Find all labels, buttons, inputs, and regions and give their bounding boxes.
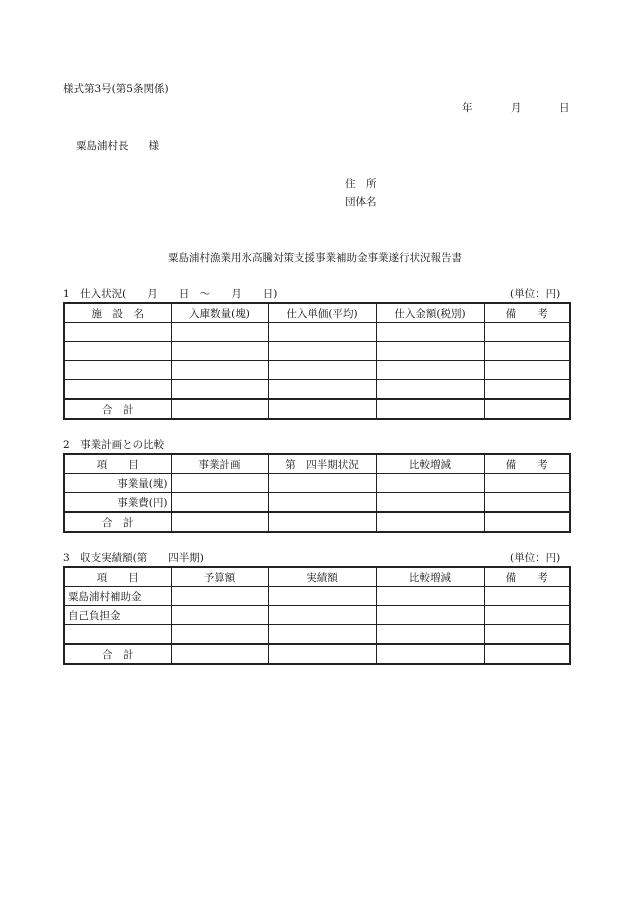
purchase-status-table (63, 302, 571, 420)
table-cell[interactable] (268, 474, 376, 493)
table-row (64, 474, 570, 493)
total-label: 合 計 (64, 644, 171, 664)
table-cell[interactable] (484, 342, 570, 361)
table-cell[interactable] (171, 644, 268, 664)
table-cell[interactable] (484, 323, 570, 342)
total-row (64, 644, 570, 664)
column-header: 備 考 (484, 303, 570, 323)
table-cell[interactable] (376, 399, 484, 419)
table-cell[interactable] (376, 474, 484, 493)
table-cell[interactable] (268, 380, 376, 400)
table-row (64, 606, 570, 625)
table-cell[interactable] (171, 625, 268, 645)
address-label: 住 所 (345, 178, 377, 190)
section1-unit: (単位：円) (510, 288, 561, 300)
total-label: 合 計 (64, 399, 171, 419)
table-row (64, 361, 570, 380)
addressee-name: 粟島浦村長 (76, 140, 129, 152)
table-cell[interactable] (268, 625, 376, 645)
table-cell[interactable] (376, 493, 484, 513)
table-row (64, 587, 570, 606)
table-cell[interactable] (484, 512, 570, 532)
table-row (64, 625, 570, 645)
table-row (64, 342, 570, 361)
table-cell[interactable] (484, 399, 570, 419)
group-name-label: 団体名 (345, 196, 377, 208)
date-line (462, 100, 570, 115)
column-header: 仕入金額(税別) (376, 303, 484, 323)
table-cell[interactable] (376, 342, 484, 361)
column-header: 第 四半期状況 (268, 454, 376, 474)
row-label (64, 625, 171, 645)
table-cell[interactable] (64, 342, 171, 361)
table-header-row (64, 454, 570, 474)
table-cell[interactable] (268, 512, 376, 532)
table-cell[interactable] (376, 625, 484, 645)
table-row (64, 493, 570, 513)
document-title: 粟島浦村漁業用氷高騰対策支援事業補助金事業遂行状況報告書 (168, 252, 462, 264)
table-row (64, 380, 570, 400)
column-header: 備 考 (484, 454, 570, 474)
column-header: 事業計画 (171, 454, 268, 474)
table-header-row (64, 303, 570, 323)
table-cell[interactable] (376, 587, 484, 606)
table-cell[interactable] (484, 644, 570, 664)
column-header: 比較増減 (376, 567, 484, 587)
row-label: 粟島浦村補助金 (64, 587, 171, 606)
column-header: 実績額 (268, 567, 376, 587)
section3-unit: (単位：円) (510, 552, 561, 564)
date-day: 日 (559, 102, 570, 114)
table-cell[interactable] (376, 606, 484, 625)
plan-comparison-table (63, 453, 571, 533)
date-month: 月 (511, 102, 522, 114)
table-cell[interactable] (171, 380, 268, 400)
column-header: 項 目 (64, 454, 171, 474)
table-cell[interactable] (64, 323, 171, 342)
total-row (64, 399, 570, 419)
column-header: 比較増減 (376, 454, 484, 474)
addressee-honorific: 様 (148, 140, 159, 152)
row-label: 事業量(塊) (64, 474, 171, 493)
table-cell[interactable] (171, 587, 268, 606)
table-cell[interactable] (268, 606, 376, 625)
table-cell[interactable] (64, 361, 171, 380)
table-cell[interactable] (268, 323, 376, 342)
table-cell[interactable] (64, 380, 171, 400)
section2-heading: 2 事業計画との比較 (63, 439, 165, 451)
table-cell[interactable] (171, 323, 268, 342)
total-label: 合 計 (64, 512, 171, 532)
table-cell[interactable] (171, 342, 268, 361)
row-label: 自己負担金 (64, 606, 171, 625)
table-cell[interactable] (268, 493, 376, 513)
column-header: 施 設 名 (64, 303, 171, 323)
table-cell[interactable] (268, 342, 376, 361)
table-cell[interactable] (484, 380, 570, 400)
total-row (64, 512, 570, 532)
table-cell[interactable] (171, 361, 268, 380)
form-number: 様式第3号(第5条関係) (63, 83, 169, 95)
table-cell[interactable] (376, 644, 484, 664)
column-header: 予算額 (171, 567, 268, 587)
column-header: 備 考 (484, 567, 570, 587)
income-expenditure-table (63, 566, 571, 665)
table-cell[interactable] (171, 399, 268, 419)
addressee (76, 138, 159, 153)
column-header: 仕入単価(平均) (268, 303, 376, 323)
table-header-row (64, 567, 570, 587)
table-cell[interactable] (376, 512, 484, 532)
table-cell[interactable] (171, 493, 268, 513)
table-cell[interactable] (171, 512, 268, 532)
row-label: 事業費(円) (64, 493, 171, 513)
column-header: 入庫数量(塊) (171, 303, 268, 323)
table-cell[interactable] (268, 644, 376, 664)
column-header: 項 目 (64, 567, 171, 587)
table-cell[interactable] (171, 606, 268, 625)
table-cell[interactable] (484, 606, 570, 625)
table-cell[interactable] (484, 361, 570, 380)
table-row (64, 323, 570, 342)
table-cell[interactable] (484, 493, 570, 513)
table-cell[interactable] (268, 399, 376, 419)
section3-heading: 3 収支実績額(第 四半期) (63, 552, 204, 564)
date-year: 年 (462, 102, 473, 114)
table-cell[interactable] (376, 380, 484, 400)
table-cell[interactable] (484, 587, 570, 606)
table-cell[interactable] (171, 474, 268, 493)
table-cell[interactable] (376, 323, 484, 342)
section1-heading: 1 仕入状況( 月 日 ～ 月 日) (63, 288, 278, 300)
table-cell[interactable] (376, 361, 484, 380)
table-cell[interactable] (268, 361, 376, 380)
table-cell[interactable] (484, 625, 570, 645)
table-cell[interactable] (484, 474, 570, 493)
table-cell[interactable] (268, 587, 376, 606)
